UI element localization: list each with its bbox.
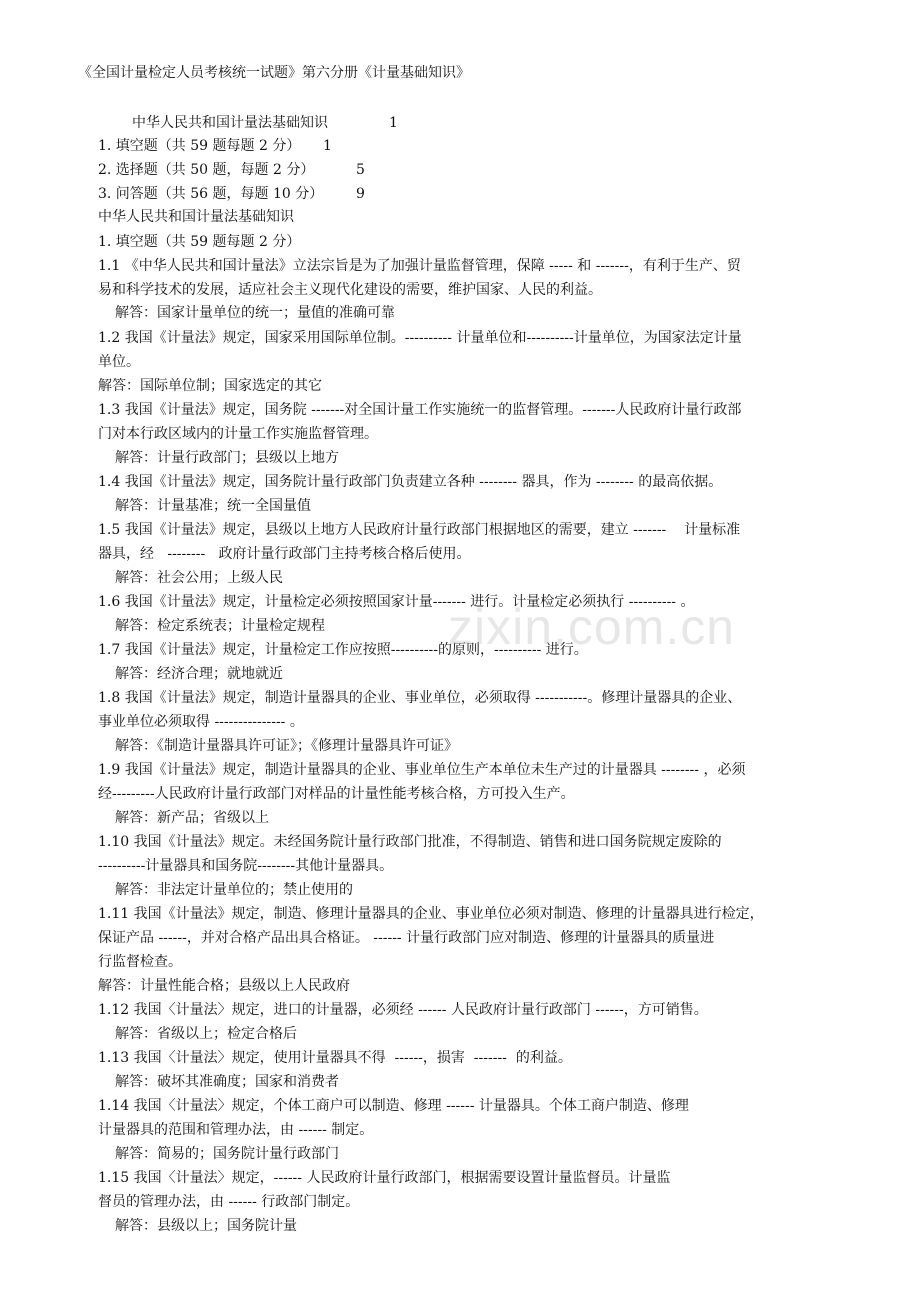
toc-heading: 中华人民共和国计量法基础知识 — [132, 115, 328, 131]
question-line: 1.10 我国《计量法》规定。未经国务院计量行政部门批准，不得制造、销售和进口国务院规定废除的 — [98, 834, 722, 850]
question-line: 1.14 我国〈计量法〉规定，个体工商户可以制造、修理 ------ 计量器具。个体工商户制造、修理 — [98, 1098, 689, 1114]
toc-entry-label: 2. 选择题（共 50 题，每题 2 分） — [98, 162, 315, 178]
question-line: 1.2 我国《计量法》规定，国家采用国际单位制。---------- 计量单位和----------计量单位，为国家法定计量 — [98, 330, 742, 346]
question-line: 督员的管理办法，由 ------ 行政部门制定。 — [98, 1194, 360, 1210]
answer-line: 解答：计量基准；统一全国量值 — [115, 498, 311, 514]
question-line: 1.12 我国〈计量法〉规定，进口的计量器，必须经 ------ 人民政府计量行政部门 ------，方可销售。 — [98, 1002, 708, 1018]
toc-entry-page: 5 — [356, 162, 365, 178]
question-line: 行监督检查。 — [98, 954, 182, 970]
question-line: 事业单位必须取得 --------------- 。 — [98, 714, 304, 730]
question-line: 1.7 我国《计量法》规定，计量检定工作应按照----------的原则，---------- 进行。 — [98, 642, 588, 658]
question-line: 1.4 我国《计量法》规定，国务院计量行政部门负责建立各种 -------- 器具，作为 -------- 的最高依据。 — [98, 474, 723, 490]
section-title: 中华人民共和国计量法基础知识 — [98, 209, 294, 225]
answer-line: 解答：县级以上；国务院计量 — [115, 1218, 297, 1234]
question-line: 1.9 我国《计量法》规定，制造计量器具的企业、事业单位生产本单位未生产过的计量器具 -------- ，必须 — [98, 762, 746, 778]
question-line: 1.11 我国《计量法》规定，制造、修理计量器具的企业、事业单位必须对制造、修理的计量器具进行检定， — [98, 906, 764, 922]
question-line: 1.8 我国《计量法》规定，制造计量器具的企业、事业单位，必须取得 -----------。修理计量器具的企业、 — [98, 690, 742, 706]
answer-line: 解答：简易的；国务院计量行政部门 — [115, 1146, 339, 1162]
question-line: 1.6 我国《计量法》规定，计量检定必须按照国家计量------- 进行。计量检定必须执行 ---------- 。 — [98, 594, 695, 610]
question-line: 计量器具的范围和管理办法，由 ------ 制定。 — [98, 1122, 374, 1138]
question-line: 经---------人民政府计量行政部门对样品的计量性能考核合格，方可投入生产。 — [98, 786, 575, 802]
answer-line: 解答：国家计量单位的统一；量值的准确可靠 — [115, 305, 395, 321]
question-line: 1.5 我国《计量法》规定，县级以上地方人民政府计量行政部门根据地区的需要，建立 ------- 计量标准 — [98, 522, 741, 538]
question-line: ----------计量器具和国务院--------其他计量器具。 — [98, 858, 394, 874]
answer-line: 解答：省级以上；检定合格后 — [115, 1026, 297, 1042]
toc-entry-page: 1 — [323, 138, 332, 154]
toc-heading-page: 1 — [389, 115, 398, 131]
answer-line: 解答：计量性能合格；县级以上人民政府 — [98, 978, 350, 994]
answer-line: 解答：社会公用；上级人民 — [115, 570, 283, 586]
answer-line: 解答：计量行政部门；县级以上地方 — [115, 450, 339, 466]
toc-entry-label: 1. 填空题（共 59 题每题 2 分） — [98, 138, 301, 154]
toc-entry-label: 3. 问答题（共 56 题，每题 10 分） — [98, 186, 324, 202]
document-title: 《全国计量检定人员考核统一试题》第六分册《计量基础知识》 — [78, 65, 470, 81]
question-line: 1.3 我国《计量法》规定，国务院 -------对全国计量工作实施统一的监督管理。-------人民政府计量行政部 — [98, 402, 742, 418]
toc-entry-page: 9 — [356, 186, 365, 202]
question-line: 1.15 我国〈计量法〉规定，------ 人民政府计量行政部门，根据需要设置计量监督员。计量监 — [98, 1170, 671, 1186]
subsection-title: 1. 填空题（共 59 题每题 2 分） — [98, 234, 301, 250]
question-line: 易和科学技术的发展，适应社会主义现代化建设的需要，维护国家、人民的利益。 — [98, 282, 602, 298]
question-line: 1.1 《中华人民共和国计量法》立法宗旨是为了加强计量监督管理，保障 ----- 和 -------，有利于生产、贸 — [98, 258, 741, 274]
answer-line: 解答：经济合理；就地就近 — [115, 666, 283, 682]
answer-line: 解答：新产品；省级以上 — [115, 810, 269, 826]
answer-line: 解答：《制造计量器具许可证》；《修理计量器具许可证》 — [115, 738, 458, 754]
answer-line: 解答：国际单位制；国家选定的其它 — [98, 378, 322, 394]
question-line: 器具，经 -------- 政府计量行政部门主持考核合格后使用。 — [98, 546, 471, 562]
watermark: zixin.com.cn — [448, 599, 736, 655]
answer-line: 解答：检定系统表；计量检定规程 — [115, 618, 325, 634]
question-line: 单位。 — [98, 354, 140, 370]
answer-line: 解答：破坏其准确度；国家和消费者 — [115, 1074, 339, 1090]
question-line: 门对本行政区域内的计量工作实施监督管理。 — [98, 426, 378, 442]
question-line: 保证产品 ------，并对合格产品出具合格证。 ------ 计量行政部门应对制造、修理的计量器具的质量进 — [98, 930, 715, 946]
answer-line: 解答：非法定计量单位的；禁止使用的 — [115, 882, 353, 898]
question-line: 1.13 我国〈计量法〉规定，使用计量器具不得 ------，损害 ------- 的利益。 — [98, 1050, 572, 1066]
